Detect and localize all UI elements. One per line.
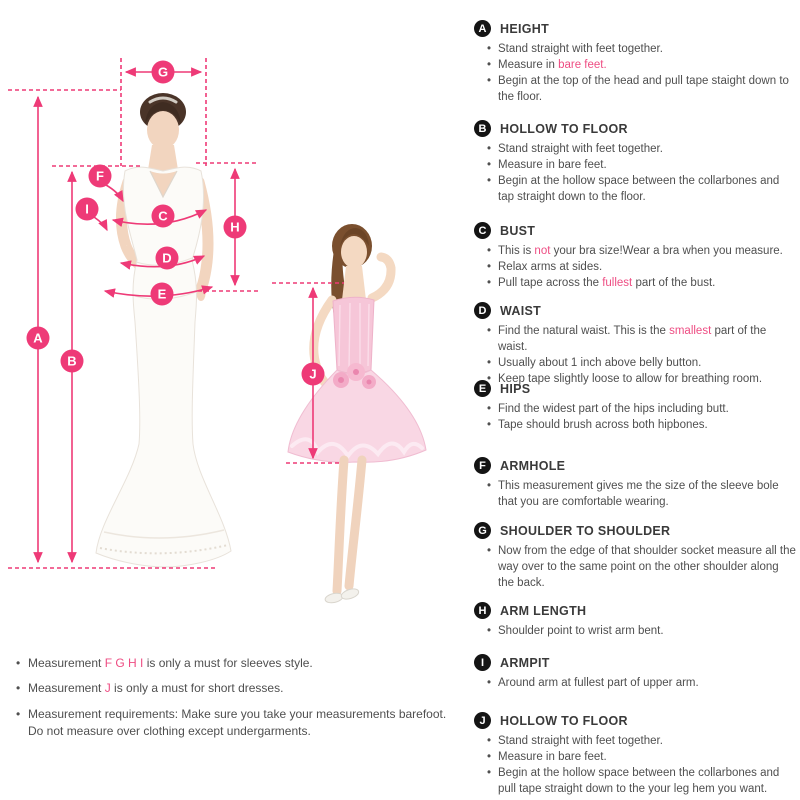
- text-segment: F G H I: [104, 656, 147, 670]
- instruction-section: [474, 654, 796, 691]
- instruction-bullet: [486, 417, 796, 433]
- section-header: [474, 302, 796, 319]
- text-segment: Measurement: [28, 681, 105, 696]
- marker-j: [302, 363, 325, 386]
- section-bullets: [474, 401, 796, 433]
- text-segment: Now from the edge of that shoulder socket measure all the way over to the same point on the other shoulder along the back.: [498, 545, 796, 590]
- section-bullets: [474, 675, 796, 691]
- section-header: [474, 380, 796, 397]
- svg-text:H: H: [230, 219, 240, 235]
- marker-i: [76, 198, 99, 221]
- section-bullets: [474, 543, 796, 591]
- text-segment: Measurement: [28, 656, 105, 670]
- text-segment: Keep tape slightly loose to allow for breathing room.: [498, 373, 763, 386]
- section-title: HEIGHT: [500, 21, 550, 36]
- svg-text:I: I: [85, 201, 89, 217]
- text-segment: J: [104, 681, 115, 696]
- section-bullets: [474, 243, 796, 291]
- measurement-instructions: [474, 0, 796, 800]
- text-segment: Measure in bare feet.: [498, 159, 607, 172]
- note-item: [14, 680, 460, 697]
- section-title: ARMHOLE: [500, 458, 566, 473]
- text-segment: your bra size!Wear a bra when you measure.: [550, 245, 783, 257]
- instruction-bullet: [486, 259, 796, 275]
- section-letter-badge: F: [474, 457, 491, 474]
- text-segment: Begin at the hollow space between the collarbones and tap straight down to the floor.: [498, 175, 780, 204]
- short-dress-figure: [288, 224, 426, 604]
- section-header: [474, 602, 796, 619]
- instruction-bullet: [486, 733, 796, 749]
- text-segment: smallest: [669, 325, 712, 337]
- section-title: HOLLOW TO FLOOR: [500, 121, 628, 136]
- section-letter-badge: G: [474, 522, 491, 539]
- text-segment: Measure in bare feet.: [498, 751, 607, 764]
- text-segment: Tape should brush across both hipbones.: [498, 419, 708, 432]
- instruction-bullet: [486, 57, 796, 73]
- text-segment: bare feet.: [558, 59, 607, 72]
- svg-text:B: B: [67, 353, 77, 369]
- instruction-section: [474, 457, 796, 510]
- note-item: [14, 655, 460, 672]
- measurement-diagram: [0, 0, 470, 650]
- text-segment: This measurement gives me the size of the sleeve bole that you are comfortable wearing.: [498, 480, 779, 509]
- text-segment: is only a must for sleeves style.: [146, 656, 313, 670]
- marker-a: [27, 327, 50, 350]
- svg-text:A: A: [33, 330, 43, 346]
- svg-text:C: C: [158, 208, 168, 224]
- section-bullets: [474, 623, 796, 639]
- section-title: ARMPIT: [500, 655, 550, 670]
- section-letter-badge: E: [474, 380, 491, 397]
- text-segment: is only a must for short dresses.: [114, 681, 284, 696]
- instruction-section: [474, 120, 796, 205]
- instruction-bullet: [486, 141, 796, 157]
- note-item: [14, 706, 460, 741]
- text-segment: Stand straight with feet together.: [498, 43, 663, 55]
- svg-text:E: E: [157, 286, 167, 302]
- marker-d: [156, 247, 179, 270]
- instruction-section: [474, 602, 796, 639]
- instruction-bullet: [486, 478, 796, 510]
- section-title: BUST: [500, 223, 536, 238]
- text-segment: Measure in: [498, 59, 559, 72]
- instruction-section: [474, 20, 796, 105]
- section-bullets: [474, 141, 796, 205]
- section-header: [474, 712, 796, 729]
- text-segment: This is: [498, 245, 535, 257]
- instruction-bullet: [486, 675, 796, 691]
- marker-g: [152, 61, 175, 84]
- svg-text:F: F: [96, 168, 104, 184]
- instruction-bullet: [486, 73, 796, 105]
- marker-f: [89, 165, 112, 188]
- text-segment: Relax arms at sides.: [498, 261, 603, 274]
- instruction-bullet: [486, 543, 796, 591]
- svg-text:G: G: [157, 64, 169, 80]
- bride-figure: [96, 93, 231, 567]
- instruction-section: [474, 522, 796, 591]
- armpit-arrow: [94, 217, 107, 230]
- section-header: [474, 20, 796, 37]
- text-segment: Pull tape across the: [498, 277, 603, 290]
- text-segment: Usually about 1 inch above belly button.: [498, 357, 702, 370]
- section-letter-badge: A: [474, 20, 491, 37]
- svg-text:J: J: [309, 366, 317, 382]
- section-letter-badge: C: [474, 222, 491, 239]
- measurement-notes: [14, 655, 460, 749]
- text-segment: Stand straight with feet together.: [498, 143, 663, 155]
- section-bullets: [474, 733, 796, 797]
- text-segment: Find the natural waist. This is the: [498, 325, 670, 337]
- section-letter-badge: D: [474, 302, 491, 319]
- instruction-bullet: [486, 157, 796, 173]
- instruction-bullet: [486, 401, 796, 417]
- section-header: [474, 522, 796, 539]
- section-letter-badge: J: [474, 712, 491, 729]
- text-segment: Stand straight with feet together.: [498, 735, 663, 747]
- instruction-bullet: [486, 749, 796, 765]
- section-header: [474, 457, 796, 474]
- text-segment: fullest: [602, 277, 633, 290]
- section-title: HIPS: [500, 381, 531, 396]
- section-letter-badge: H: [474, 602, 491, 619]
- instruction-section: [474, 380, 796, 433]
- instruction-bullet: [486, 323, 796, 355]
- text-segment: part of the bust.: [632, 277, 716, 290]
- section-header: [474, 654, 796, 671]
- instruction-section: [474, 712, 796, 797]
- marker-b: [61, 350, 84, 373]
- marker-c: [152, 205, 175, 228]
- instruction-section: [474, 222, 796, 291]
- text-segment: Shoulder point to wrist arm bent.: [498, 625, 664, 637]
- section-letter-badge: B: [474, 120, 491, 137]
- section-title: ARM LENGTH: [500, 603, 587, 618]
- section-bullets: [474, 478, 796, 510]
- instruction-bullet: [486, 41, 796, 57]
- section-bullets: [474, 41, 796, 105]
- text-segment: Find the widest part of the hips including butt.: [498, 403, 729, 415]
- section-header: [474, 222, 796, 239]
- instruction-bullet: [486, 243, 796, 259]
- section-header: [474, 120, 796, 137]
- section-letter-badge: I: [474, 654, 491, 671]
- section-bullets: [474, 323, 796, 387]
- section-title: WAIST: [500, 303, 542, 318]
- text-segment: Begin at the top of the head and pull tape staight down to the floor.: [498, 75, 789, 104]
- instruction-bullet: [486, 173, 796, 205]
- instruction-bullet: [486, 765, 796, 797]
- text-segment: part of the waist.: [498, 325, 767, 354]
- marker-h: [224, 216, 247, 239]
- text-segment: Begin at the hollow space between the collarbones and pull tape straight down to the your leg hem you want.: [498, 767, 780, 796]
- instruction-bullet: [486, 623, 796, 639]
- text-segment: Measurement requirements: Make sure you take your measurements barefoot. Do not measure over clothing except undergarments.: [28, 706, 447, 739]
- section-title: SHOULDER TO SHOULDER: [500, 523, 671, 538]
- section-title: HOLLOW TO FLOOR: [500, 713, 628, 728]
- marker-e: [151, 283, 174, 306]
- text-segment: not: [534, 245, 551, 257]
- instruction-bullet: [486, 275, 796, 291]
- svg-text:D: D: [162, 250, 172, 266]
- text-segment: Around arm at fullest part of upper arm.: [498, 677, 699, 689]
- instruction-bullet: [486, 355, 796, 371]
- instruction-section: [474, 302, 796, 387]
